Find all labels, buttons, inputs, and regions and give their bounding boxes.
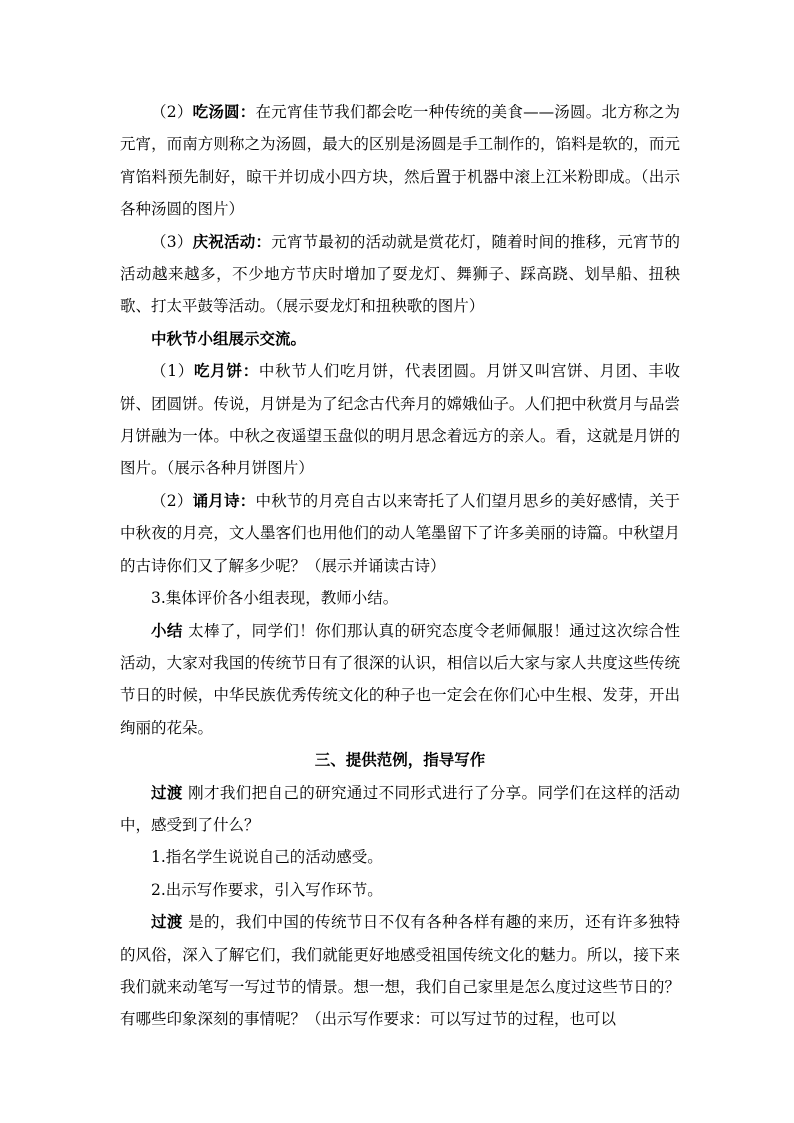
summary-label: 小结 [151, 620, 183, 640]
paragraph-eat-mooncake [120, 355, 680, 485]
item-number: （1） [151, 362, 195, 381]
transition-label: 过渡 [151, 782, 183, 802]
paragraph-text: 中秋节人们吃月饼，代表团圆。月饼又叫宫饼、月团、丰收饼、团圆饼。传说，月饼是为了纪念古代奔月的嫦娥仙子。人们把中秋赏月与品尝月饼融为一体。中秋之夜遥望玉盘似的明月思念着远方的亲人。看，这就是月饼的图片。（展示各种月饼图片） [120, 362, 680, 478]
item-label: 吃月饼： [194, 361, 259, 381]
paragraph-text: 太棒了，同学们！你们那认真的研究态度令老师佩服！通过这次综合性活动，大家对我国的传统节日有了很深的认识，相信以后大家与家人共度这些传统节日的时候，中华民族优秀传统文化的种子也一定会在你们心中生根、发芽，开出绚丽的花朵。 [120, 621, 680, 737]
item-number: （3） [151, 232, 193, 251]
item-label: 庆祝活动： [192, 231, 272, 251]
paragraph-text: 3.集体评价各小组表现，教师小结。 [151, 589, 399, 608]
paragraph-text: 在元宵佳节我们都会吃一种传统的美食——汤圆。北方称之为元宵，而南方则称之为汤圆，最大的区别是汤圆是手工制作的，馅料是软的，而元宵馅料预先制好，晾干并切成小四方块，然后置于机器中滚上江米粉即成。（出示各种汤圆的图片） [120, 103, 680, 219]
paragraph-step-1 [120, 841, 680, 873]
transition-label: 过渡 [151, 912, 183, 932]
paragraph-moon-poems [120, 485, 680, 582]
paragraph-text: 刚才我们把自己的研究通过不同形式进行了分享。同学们在这样的活动中，感受到了什么？ [120, 783, 680, 834]
item-number: （2） [151, 103, 193, 121]
paragraph-eat-tangyuan [120, 96, 680, 226]
paragraph-step-2 [120, 874, 680, 906]
paragraph-transition-1 [120, 777, 680, 842]
section-subheading [120, 323, 680, 355]
paragraph-summary [120, 615, 680, 745]
paragraph-evaluation [120, 582, 680, 614]
item-label: 诵月诗： [192, 490, 256, 510]
paragraph-celebration [120, 226, 680, 323]
paragraph-text: 1.指名学生说说自己的活动感受。 [151, 848, 383, 867]
paragraph-text: 元宵节最初的活动就是赏花灯，随着时间的推移，元宵节的活动越来越多，不少地方节庆时增加了耍龙灯、舞狮子、踩高跷、划旱船、扭秧歌、打太平鼓等活动。（展示耍龙灯和扭秧歌的图片） [120, 232, 680, 316]
paragraph-text: 2.出示写作要求，引入写作环节。 [151, 880, 383, 899]
document-body [120, 96, 680, 1036]
subheading-text: 中秋节小组展示交流。 [151, 328, 307, 348]
item-number: （2） [151, 491, 193, 510]
item-label: 吃汤圆： [192, 102, 256, 121]
paragraph-transition-2 [120, 906, 680, 1036]
heading-text: 三、提供范例，指导写作 [314, 750, 486, 770]
paragraph-text: 是的，我们中国的传统节日不仅有各种各样有趣的来历，还有许多独特的风俗，深入了解它们，我们就能更好地感受祖国传统文化的魅力。所以，接下来我们就来动笔写一写过节的情景。想一想，我们自己家里是怎么度过这些节日的？有哪些印象深刻的事情呢？（出示写作要求：可以写过节的过程，也可以 [120, 913, 680, 1029]
paragraph-text: 中秋节的月亮自古以来寄托了人们望月思乡的美好感情，关于中秋夜的月亮，文人墨客们也用他们的动人笔墨留下了许多美丽的诗篇。中秋望月的古诗你们又了解多少呢？（展示并诵读古诗） [120, 491, 680, 575]
section-heading [120, 744, 680, 776]
